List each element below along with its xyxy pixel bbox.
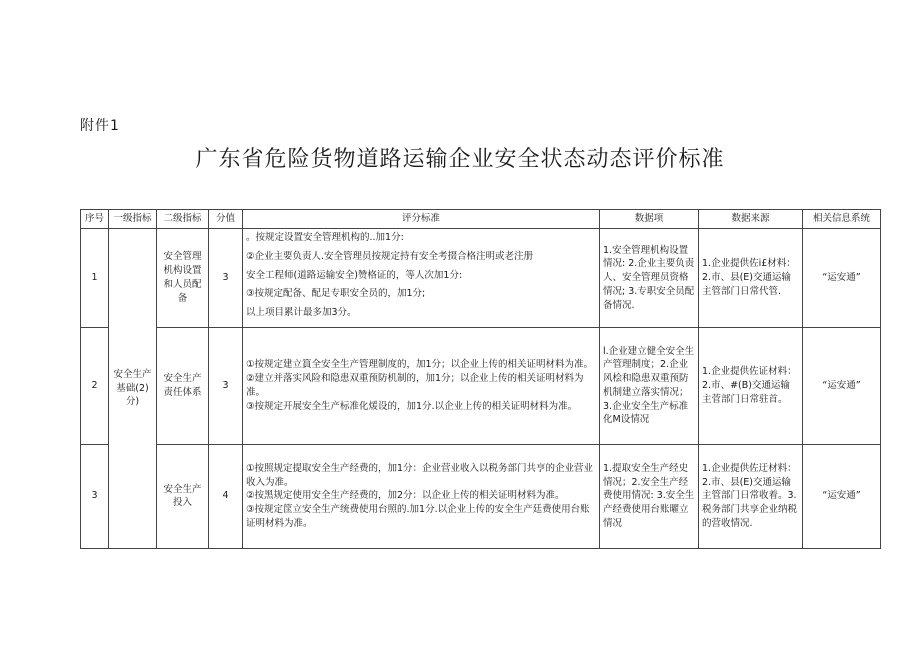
- system-cell: “运安通”: [803, 229, 881, 328]
- data-item-cell: [600, 444, 699, 548]
- data-source-text: 1.企业提供佐迂材料：2.市、县(E)交通运输主管部门日常收着。3.税务部门共享企业纳税的营收情况.: [702, 462, 798, 529]
- header-level2: 二级指标: [157, 210, 209, 229]
- table-header-row: [81, 210, 881, 229]
- criteria-line: ②按黑规定使用安全生产经费的，加2分：以企业上传的相关证明材料为准。: [246, 490, 565, 502]
- criteria-line: ①按照规定提取安全生产经费的，加1分：企业营业收入以税务部门共亨的企业营业收入为准。: [246, 462, 594, 488]
- criteria-line: ②企业主要负责人.安全管理员按规定持有安全考掇合格注明或老注册: [246, 250, 534, 262]
- data-item-text: l.企业建立健全安全生产管理制度；2.企业风桧和隐患双重预防机制建立落实情况；3.企业安全生产标准化M设情况: [603, 345, 695, 426]
- criteria-cell: [243, 229, 600, 328]
- criteria-line: ③按规定配备、配足专职安全员的，加1分;: [246, 288, 426, 300]
- level2-cell: 安全生产投入: [157, 444, 209, 548]
- table-row: [81, 229, 881, 328]
- criteria-line: 以上项目累计最多加3分。: [246, 307, 357, 319]
- score-cell: 4: [209, 444, 243, 548]
- level1-cell: 安全生产基础(2)分): [109, 229, 157, 549]
- data-item-text: 1.提取安全生产经史情况；2.安全生产经费使用情况: 3.安全生产经费使用台账曜立情况: [603, 462, 695, 529]
- criteria-line: 。按规定设置安全管理机构的..加1分:: [246, 232, 404, 243]
- header-score: 分值: [209, 210, 243, 229]
- header-criteria: 评分标准: [243, 210, 600, 229]
- seq-cell: 1: [81, 229, 109, 328]
- criteria-line: ③按规定筐立安全生产统费使用台照的.加1分.以企业上传的安全生产廷费使用台账证明材料为准。: [246, 504, 590, 529]
- seq-cell: 3: [81, 444, 109, 548]
- system-cell: “运安通”: [803, 327, 881, 444]
- system-cell: “运安通”: [803, 444, 881, 548]
- data-source-cell: [699, 444, 803, 548]
- level2-cell: 安全管理机构设置和人员配备: [157, 229, 209, 328]
- seq-cell: 2: [81, 327, 109, 444]
- header-system: 相关信息系统: [803, 210, 881, 229]
- criteria-cell: [243, 327, 600, 444]
- data-source-cell: [699, 229, 803, 328]
- data-source-cell: [699, 327, 803, 444]
- criteria-cell: [243, 444, 600, 548]
- document-title: 广东省危险货物道路运输企业安全状态动态评价标准: [195, 147, 725, 172]
- data-source-text: 1.企业提供佐证材料：2.市、#(B)交通运输主菅部门日常驻首。: [702, 366, 797, 405]
- table-row: [81, 327, 881, 444]
- criteria-line: ③按规定开展安全生产标准化煖设的，加1分.以企业上传的相关证明材料为准。: [246, 400, 578, 412]
- score-cell: 3: [209, 327, 243, 444]
- header-data-source: 数据来源: [699, 210, 803, 229]
- header-level1: 一级指标: [109, 210, 157, 229]
- data-item-text: 1.安全管理机构设置情况: 2.企业主要负责人、安全管理员资格情况; 3.专职安全员配备情况.: [603, 244, 695, 311]
- table-row: [81, 444, 881, 548]
- attachment-label: 附件1: [80, 118, 120, 134]
- criteria-line: ②建立并落实风险和隐患双重预防机制的，加1分；以企业上传的相关证明材料为准。: [246, 373, 584, 398]
- criteria-line: 安全工程师(道路运输安全)赞格证的，等人次加1分:: [246, 269, 463, 281]
- data-item-cell: [600, 229, 699, 328]
- data-item-cell: [600, 327, 699, 444]
- criteria-line: ①按规定建立篔全安全生产管理制度的，加1分；以企业上传的相关证明材料为准。: [246, 359, 594, 371]
- evaluation-standard-table: [80, 209, 881, 549]
- score-cell: 3: [209, 229, 243, 328]
- header-seq: 序号: [81, 210, 109, 229]
- header-data-item: 数据项: [600, 210, 699, 229]
- data-source-text: 1.企业提供佐i£材料：2.市、县(E)交通运输主管部门日常代管.: [702, 258, 796, 297]
- level2-cell: 安全生产责任体系: [157, 327, 209, 444]
